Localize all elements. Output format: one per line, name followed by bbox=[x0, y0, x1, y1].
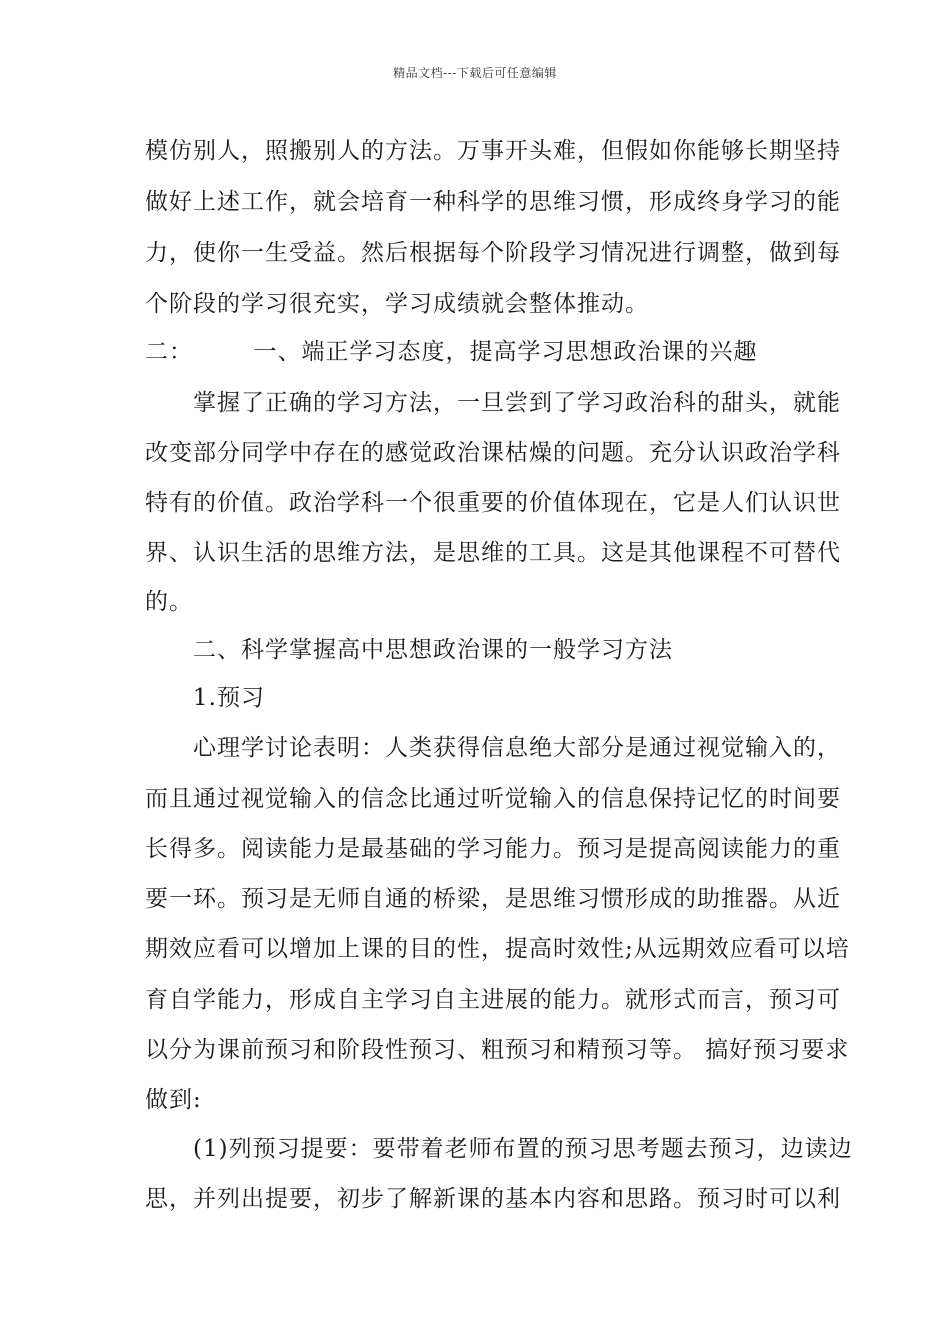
text-line: (1)列预习提要：要带着老师布置的预习思考题去预习，边读边 bbox=[145, 1136, 853, 1162]
text-line: 个阶段的学习很充实，学习成绩就会整体推动。 bbox=[145, 291, 649, 317]
text-line: 掌握了正确的学习方法，一旦尝到了学习政治科的甜头，就能 bbox=[145, 390, 841, 416]
text-line: 界、认识生活的思维方法，是思维的工具。这是其他课程不可替代 bbox=[145, 540, 841, 566]
text-line: 力，使你一生受益。然后根据每个阶段学习情况进行调整，做到每 bbox=[145, 240, 841, 266]
text-line: 育自学能力，形成自主学习自主进展的能力。就形式而言，预习可 bbox=[145, 987, 841, 1013]
section-heading: 二： 一、端正学习态度，提高学习思想政治课的兴趣 bbox=[145, 339, 758, 365]
text-line: 特有的价值。政治学科一个很重要的价值体现在，它是人们认识世 bbox=[145, 490, 841, 516]
text-line: 而且通过视觉输入的信念比通过听觉输入的信息保持记忆的时间要 bbox=[145, 786, 841, 812]
text-line: 期效应看可以增加上课的目的性，提高时效性;从远期效应看可以培 bbox=[145, 936, 850, 962]
text-line: 模仿别人，照搬别人的方法。万事开头难，但假如你能够长期坚持 bbox=[145, 138, 841, 164]
page-header: 精品文档---下载后可任意编辑 bbox=[393, 66, 557, 80]
subsection-heading: 1.预习 bbox=[145, 685, 265, 711]
text-line: 以分为课前预习和阶段性预习、粗预习和精预习等。 搞好预习要求 bbox=[145, 1037, 850, 1063]
text-line: 做到: bbox=[145, 1087, 202, 1113]
text-line: 要一环。预习是无师自通的桥梁，是思维习惯形成的助推器。从近 bbox=[145, 886, 841, 912]
text-line: 做好上述工作，就会培育一种科学的思维习惯，形成终身学习的能 bbox=[145, 189, 841, 215]
text-line: 的。 bbox=[145, 589, 193, 615]
text-line: 长得多。阅读能力是最基础的学习能力。预习是提高阅读能力的重 bbox=[145, 836, 841, 862]
text-line: 改变部分同学中存在的感觉政治课枯燥的问题。充分认识政治学科 bbox=[145, 440, 841, 466]
text-line: 思，并列出提要，初步了解新课的基本内容和思路。预习时可以利 bbox=[145, 1186, 841, 1212]
text-line: 心理学讨论表明：人类获得信息绝大部分是通过视觉输入的， bbox=[145, 735, 841, 761]
section-heading: 二、科学掌握高中思想政治课的一般学习方法 bbox=[145, 637, 673, 663]
